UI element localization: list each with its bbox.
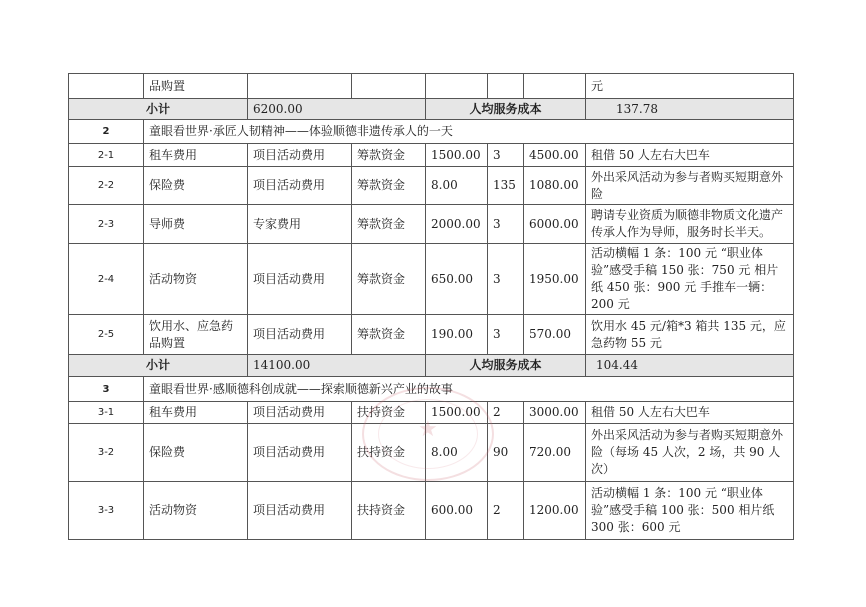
subtotal-label: 小计 xyxy=(69,355,248,377)
row-number: 2-4 xyxy=(69,244,144,315)
table-row xyxy=(69,144,794,167)
per-capita-cost-value: 137.78 xyxy=(586,99,794,120)
price-cell: 8.00 xyxy=(426,167,488,205)
qty-cell: 3 xyxy=(488,144,524,167)
qty-cell: 3 xyxy=(488,205,524,244)
subtotal-label: 小计 xyxy=(69,99,248,120)
table-row xyxy=(69,205,794,244)
source-cell: 扶持资金 xyxy=(352,424,426,482)
note-cell: 聘请专业资质为顺德非物质文化遗产传承人作为导师，服务时长半天。 xyxy=(586,205,794,244)
price-cell: 2000.00 xyxy=(426,205,488,244)
budget-sheet xyxy=(68,73,794,540)
total-cell: 570.00 xyxy=(524,315,586,355)
table-row xyxy=(69,244,794,315)
row-number: 3-2 xyxy=(69,424,144,482)
project-number: 3 xyxy=(69,377,144,402)
source-cell: 筹款资金 xyxy=(352,144,426,167)
total-cell: 1950.00 xyxy=(524,244,586,315)
per-capita-cost-label: 人均服务成本 xyxy=(426,355,586,377)
subtotal-amount: 14100.00 xyxy=(248,355,426,377)
total-cell: 720.00 xyxy=(524,424,586,482)
star-icon: ★ xyxy=(418,417,438,442)
project-header-row xyxy=(69,377,794,402)
qty-cell: 90 xyxy=(488,424,524,482)
note-cell: 租借 50 人左右大巴车 xyxy=(586,144,794,167)
subtotal-amount: 6200.00 xyxy=(248,99,426,120)
per-capita-cost-label: 人均服务成本 xyxy=(426,99,586,120)
item-cell: 活动物资 xyxy=(144,244,248,315)
source-cell: 筹款资金 xyxy=(352,315,426,355)
qty-cell: 135 xyxy=(488,167,524,205)
type-cell: 项目活动费用 xyxy=(248,244,352,315)
item-cell: 租车费用 xyxy=(144,402,248,424)
price-cell: 190.00 xyxy=(426,315,488,355)
item-cell: 品购置 xyxy=(144,74,248,99)
row-number: 2-1 xyxy=(69,144,144,167)
row-number: 3-1 xyxy=(69,402,144,424)
item-cell: 导师费 xyxy=(144,205,248,244)
type-cell: 项目活动费用 xyxy=(248,482,352,540)
table-row xyxy=(69,74,794,99)
type-cell: 项目活动费用 xyxy=(248,167,352,205)
item-cell: 租车费用 xyxy=(144,144,248,167)
total-cell: 6000.00 xyxy=(524,205,586,244)
table-row xyxy=(69,402,794,424)
note-cell: 外出采风活动为参与者购买短期意外险 xyxy=(586,167,794,205)
type-cell: 项目活动费用 xyxy=(248,144,352,167)
price-cell: 600.00 xyxy=(426,482,488,540)
note-cell: 元 xyxy=(586,74,794,99)
qty-cell: 2 xyxy=(488,402,524,424)
row-number: 2-5 xyxy=(69,315,144,355)
note-cell: 活动横幅 1 条：100 元 “职业体验”感受手稿 150 张：750 元 相片纸 450 张：900 元 手推车一辆：200 元 xyxy=(586,244,794,315)
total-cell: 4500.00 xyxy=(524,144,586,167)
budget-table xyxy=(68,73,794,540)
table-row xyxy=(69,315,794,355)
price-cell: 1500.00 xyxy=(426,402,488,424)
subtotal-row xyxy=(69,99,794,120)
total-cell: 1080.00 xyxy=(524,167,586,205)
type-cell: 项目活动费用 xyxy=(248,402,352,424)
total-cell: 3000.00 xyxy=(524,402,586,424)
item-cell: 保险费 xyxy=(144,167,248,205)
row-number: 2-3 xyxy=(69,205,144,244)
source-cell: 扶持资金 xyxy=(352,402,426,424)
source-cell: 筹款资金 xyxy=(352,205,426,244)
table-row xyxy=(69,424,794,482)
project-header-row xyxy=(69,120,794,144)
item-cell: 保险费 xyxy=(144,424,248,482)
type-cell: 项目活动费用 xyxy=(248,315,352,355)
note-cell: 租借 50 人左右大巴车 xyxy=(586,402,794,424)
per-capita-cost-value: 104.44 xyxy=(586,355,794,377)
qty-cell: 2 xyxy=(488,482,524,540)
table-row xyxy=(69,482,794,540)
project-title: 童眼看世界·承匠人韧精神——体验顺德非遗传承人的一天 xyxy=(144,120,794,144)
item-cell: 活动物资 xyxy=(144,482,248,540)
row-number: 3-3 xyxy=(69,482,144,540)
price-cell: 650.00 xyxy=(426,244,488,315)
project-title: 童眼看世界·感顺德科创成就——探索顺德新兴产业的故事 xyxy=(144,377,794,402)
qty-cell: 3 xyxy=(488,244,524,315)
row-number: 2-2 xyxy=(69,167,144,205)
item-cell: 饮用水、应急药品购置 xyxy=(144,315,248,355)
total-cell: 1200.00 xyxy=(524,482,586,540)
note-cell: 活动横幅 1 条：100 元 “职业体验”感受手稿 100 张：500 相片纸 300 张：600 元 xyxy=(586,482,794,540)
subtotal-row xyxy=(69,355,794,377)
source-cell: 筹款资金 xyxy=(352,167,426,205)
note-cell: 饮用水 45 元/箱*3 箱共 135 元，应急药物 55 元 xyxy=(586,315,794,355)
price-cell: 1500.00 xyxy=(426,144,488,167)
table-row xyxy=(69,167,794,205)
source-cell: 扶持资金 xyxy=(352,482,426,540)
type-cell: 专家费用 xyxy=(248,205,352,244)
project-number: 2 xyxy=(69,120,144,144)
source-cell: 筹款资金 xyxy=(352,244,426,315)
qty-cell: 3 xyxy=(488,315,524,355)
price-cell: 8.00 xyxy=(426,424,488,482)
note-cell: 外出采风活动为参与者购买短期意外险（每场 45 人次，2 场，共 90 人次） xyxy=(586,424,794,482)
type-cell: 项目活动费用 xyxy=(248,424,352,482)
